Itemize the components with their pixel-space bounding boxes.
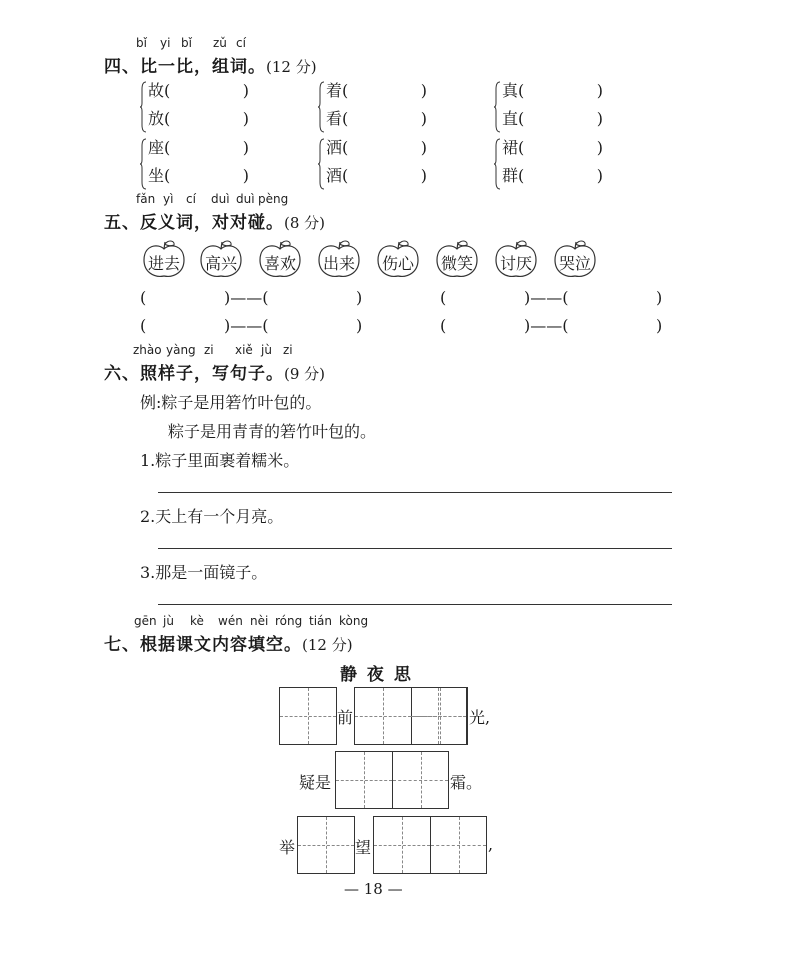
- word-pair-5: [318, 135, 428, 195]
- writing-grid[interactable]: [335, 751, 449, 809]
- apple-word-card[interactable]: [551, 240, 599, 280]
- question-3: 3.那是一面镜子。: [140, 563, 268, 582]
- section4-pinyin-4: zǔ: [213, 36, 227, 50]
- antonym-blank-left[interactable]: (: [140, 288, 147, 307]
- answer-blank[interactable]: [164, 109, 249, 128]
- answer-blank[interactable]: [518, 138, 603, 157]
- writing-grid[interactable]: [279, 687, 337, 745]
- apple-word: 哭泣: [558, 254, 591, 273]
- section7-pinyin-5: nèi: [250, 614, 269, 628]
- section6-pinyin-3: zi: [204, 343, 214, 357]
- section4-title: 四、比一比，组词。: [104, 57, 266, 77]
- section5-heading: [104, 208, 325, 233]
- antonym-blank-left[interactable]: (: [140, 316, 147, 335]
- pair-char-bottom: 坐: [148, 166, 165, 185]
- section7-pinyin-4: wén: [218, 614, 243, 628]
- grid-cell[interactable]: [374, 817, 430, 873]
- example-text-1: 粽子是用箬竹叶包的。: [161, 393, 322, 412]
- section6-pinyin-6: zi: [283, 343, 293, 357]
- section4-pinyin-1: bǐ: [136, 36, 147, 50]
- brace-icon: [140, 81, 147, 133]
- apple-word-card[interactable]: [433, 240, 481, 280]
- brace-icon: [318, 81, 325, 133]
- example-sentence: [140, 390, 321, 413]
- antonym-blank-right[interactable]: ): [656, 316, 663, 335]
- section7-score: (12 分): [302, 636, 353, 654]
- apple-word: 喜欢: [263, 254, 296, 273]
- apple-word-card[interactable]: [374, 240, 422, 280]
- answer-blank[interactable]: [342, 81, 427, 100]
- brace-icon: [494, 138, 501, 190]
- pair-char-top: 裙: [502, 138, 519, 157]
- section6-score: (9 分): [284, 365, 326, 383]
- pair-char-bottom: 看: [326, 109, 343, 128]
- apple-word-card[interactable]: [140, 240, 188, 280]
- section6-heading: [104, 359, 325, 384]
- answer-blank[interactable]: [342, 138, 427, 157]
- poem-char: 举: [279, 838, 296, 857]
- section5-title: 五、反义词，对对碰。: [104, 213, 284, 233]
- poem-char: 疑是: [299, 773, 332, 792]
- apple-word: 伤心: [381, 254, 414, 273]
- section5-pinyin-1: fǎn: [136, 192, 156, 206]
- apple-word-card[interactable]: [492, 240, 540, 280]
- pair-char-top: 真: [502, 81, 519, 100]
- pair-char-bottom: 群: [502, 166, 519, 185]
- section4-pinyin-2: yi: [160, 36, 171, 50]
- antonym-connector: )——(: [524, 288, 569, 307]
- section4-score: (12 分): [266, 58, 317, 76]
- antonym-connector: )——(: [224, 288, 269, 307]
- grid-cell[interactable]: [336, 752, 392, 808]
- answer-blank[interactable]: [518, 81, 603, 100]
- section7-pinyin-1: gēn: [134, 614, 157, 628]
- apple-word: 讨厌: [499, 254, 532, 273]
- pair-char-bottom: 放: [148, 109, 165, 128]
- apple-word-card[interactable]: [256, 240, 304, 280]
- antonym-blank-left[interactable]: (: [440, 288, 447, 307]
- writing-grid[interactable]: [410, 687, 467, 745]
- pair-char-top: 洒: [326, 138, 343, 157]
- pair-char-bottom: 酒: [326, 166, 343, 185]
- poem-char: 光,: [469, 708, 491, 727]
- section5-pinyin-6: pèng: [258, 192, 289, 206]
- word-pair-3: [494, 78, 604, 138]
- section5-pinyin-5: duì: [236, 192, 255, 206]
- pair-char-bottom: 直: [502, 109, 519, 128]
- grid-cell[interactable]: [392, 752, 448, 808]
- antonym-blank-right[interactable]: ): [656, 288, 663, 307]
- pair-char-top: 着: [326, 81, 343, 100]
- antonym-blank-left[interactable]: (: [440, 316, 447, 335]
- pair-char-top: 座: [148, 138, 165, 157]
- apple-word-card[interactable]: [197, 240, 245, 280]
- section6-pinyin-4: xiě: [235, 343, 253, 357]
- section6-pinyin-2: yàng: [166, 343, 196, 357]
- question-1: 1.粽子里面裹着糯米。: [140, 451, 300, 470]
- apple-word: 微笑: [440, 254, 473, 273]
- dash: ——: [530, 316, 563, 335]
- answer-blank[interactable]: [164, 81, 249, 100]
- dash: ——: [230, 316, 263, 335]
- section7-heading: [104, 630, 353, 655]
- section7-pinyin-7: tián: [309, 614, 332, 628]
- writing-grid[interactable]: [373, 816, 487, 874]
- section5-score: (8 分): [284, 214, 326, 232]
- grid-cell[interactable]: [355, 688, 411, 744]
- word-pair-1: [140, 78, 250, 138]
- poem-title: 静 夜 思: [340, 665, 413, 685]
- example-text-2: 粽子是用青青的箬竹叶包的。: [168, 422, 377, 441]
- brace-icon: [140, 138, 147, 190]
- section6-pinyin-5: jù: [261, 343, 272, 357]
- section5-pinyin-2: yì: [163, 192, 174, 206]
- answer-blank[interactable]: [342, 109, 427, 128]
- section4-pinyin-3: bǐ: [181, 36, 192, 50]
- writing-grid[interactable]: [297, 816, 355, 874]
- grid-cell[interactable]: [430, 817, 486, 873]
- grid-cell[interactable]: [280, 688, 336, 744]
- section4-heading: [104, 52, 317, 77]
- apple-word-card[interactable]: [315, 240, 363, 280]
- brace-icon: [494, 81, 501, 133]
- antonym-blank-right[interactable]: ): [356, 316, 363, 335]
- apple-word: 高兴: [204, 254, 237, 273]
- answer-blank[interactable]: [164, 138, 249, 157]
- answer-line[interactable]: [158, 604, 672, 605]
- word-pair-6: [494, 135, 604, 195]
- antonym-connector: )——(: [224, 316, 269, 335]
- section7-pinyin-8: kòng: [339, 614, 369, 628]
- answer-blank[interactable]: [342, 166, 427, 185]
- pair-char-top: 故: [148, 81, 165, 100]
- section6-title: 六、照样子，写句子。: [104, 364, 284, 384]
- grid-cell[interactable]: [410, 688, 466, 744]
- answer-line[interactable]: [158, 548, 672, 549]
- dash: ——: [230, 288, 263, 307]
- answer-line[interactable]: [158, 492, 672, 493]
- poem-char: ,: [488, 835, 494, 854]
- grid-cell[interactable]: [298, 817, 354, 873]
- answer-blank[interactable]: [518, 109, 603, 128]
- section5-pinyin-3: cí: [186, 192, 196, 206]
- antonym-blank-right[interactable]: ): [356, 288, 363, 307]
- poem-char: 霜。: [450, 773, 483, 792]
- dash: ——: [530, 288, 563, 307]
- poem-char: 望: [355, 838, 372, 857]
- question-2: 2.天上有一个月亮。: [140, 507, 284, 526]
- section6-pinyin-1: zhào: [133, 343, 162, 357]
- answer-blank[interactable]: [164, 166, 249, 185]
- poem-char: 前: [337, 708, 354, 727]
- section7-title: 七、根据课文内容填空。: [104, 635, 302, 655]
- section4-pinyin-5: cí: [236, 36, 246, 50]
- brace-icon: [318, 138, 325, 190]
- apple-word: 进去: [147, 254, 180, 273]
- apple-word: 出来: [322, 254, 355, 273]
- page-number: — 18 —: [344, 880, 403, 898]
- section7-pinyin-3: kè: [190, 614, 204, 628]
- section7-pinyin-6: róng: [275, 614, 303, 628]
- answer-blank[interactable]: [518, 166, 603, 185]
- word-pair-2: [318, 78, 428, 138]
- section5-pinyin-4: duì: [211, 192, 230, 206]
- word-pair-4: [140, 135, 250, 195]
- section7-pinyin-2: jù: [163, 614, 174, 628]
- antonym-connector: )——(: [524, 316, 569, 335]
- example-label: 例:: [140, 393, 162, 412]
